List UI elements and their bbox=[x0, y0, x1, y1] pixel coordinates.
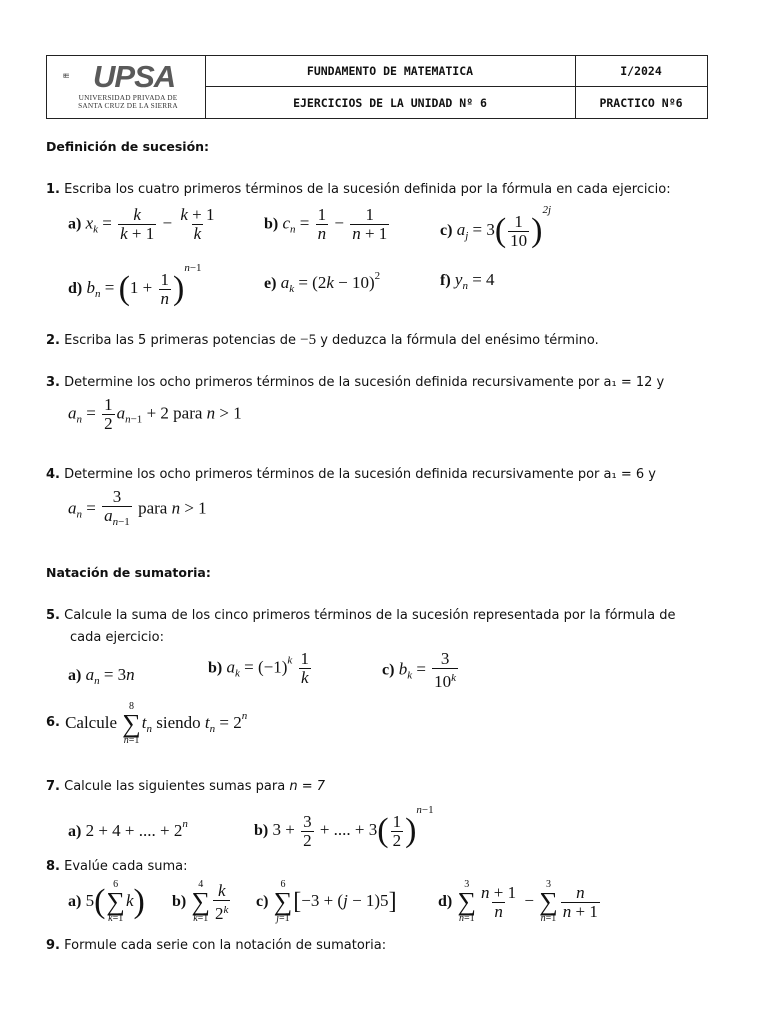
exercise-2 bbox=[46, 332, 599, 349]
exercise-6-siendo: siendo bbox=[156, 712, 201, 732]
exercise-8-number: 8. bbox=[46, 859, 60, 874]
formula-1e: e) $a_k = (2k - 10)^2$ bbox=[264, 270, 381, 295]
formula-8a: a) 5( 6 ∑ k=1 k) bbox=[68, 879, 145, 924]
formula-1f: f) $y_n = 4$ bbox=[440, 270, 495, 292]
exercise-4-text: Determine los ocho primeros términos de la sucesión definida recursivamente por a₁ = 6 y bbox=[64, 467, 656, 482]
exercise-9-number: 9. bbox=[46, 938, 60, 953]
logo-subtitle bbox=[63, 94, 193, 110]
exercise-9-text: Formule cada serie con la notación de sumatoria: bbox=[64, 938, 387, 953]
exercise-5-text-1: Calcule la suma de los cinco primeros términos de la sucesión representada por la fórmula de bbox=[64, 608, 676, 623]
exercise-3-text: Determine los ocho primeros términos de la sucesión definida recursivamente por a₁ = 12 y bbox=[64, 375, 665, 390]
exercise-1-number: 1. bbox=[46, 182, 60, 197]
formula-1a: a) $x_k$ = $\frac{k}{k + 1}$ − $\frac{k + 1}{k}$ bbox=[68, 205, 215, 243]
logo-sub-line2: SANTA CRUZ DE LA SIERRA bbox=[78, 101, 178, 110]
label-b: b) bbox=[264, 215, 279, 233]
label-5a: a) bbox=[68, 667, 82, 684]
upsa-emblem-icon bbox=[63, 62, 93, 90]
exercise-7-text-a: Calcule las siguientes sumas para bbox=[64, 779, 286, 794]
formula-7a: a) 2 + 4 + .... + $2^n$ bbox=[68, 818, 188, 840]
exercise-4 bbox=[46, 467, 656, 482]
exercise-1 bbox=[46, 182, 671, 197]
exercise-5 bbox=[46, 608, 676, 623]
label-7b: b) bbox=[254, 822, 269, 839]
exercise-7 bbox=[46, 779, 325, 794]
logo-cell bbox=[47, 56, 206, 118]
formula-1c: c) $a_j = 3$( $\frac{1}{10}$ )$^{2j}$ bbox=[440, 204, 552, 250]
formula-7b: b) 3 + $\frac{3}{2}$ + .... + 3( $\frac{1}{2}$ )$^{n-1}$ bbox=[254, 804, 434, 850]
unit-title: EJERCICIOS DE LA UNIDAD Nº 6 bbox=[293, 95, 487, 110]
label-f: f) bbox=[440, 272, 451, 289]
exercise-1-text: Escriba los cuatro primeros términos de la sucesión definida por la fórmula en cada ejercicio: bbox=[64, 182, 671, 197]
label-7a: a) bbox=[68, 823, 82, 840]
formula-4: $a_n$ = $\frac{3}{a_{n-1}}$ para n > 1 bbox=[68, 488, 207, 531]
exercise-7-text-b: n = 7 bbox=[289, 779, 326, 794]
label-e: e) bbox=[264, 275, 277, 292]
logo-sub-line1: UNIVERSIDAD PRIVADA DE bbox=[78, 93, 178, 102]
period: I/2024 bbox=[575, 56, 707, 87]
exercise-3 bbox=[46, 375, 664, 390]
exercise-7-number: 7. bbox=[46, 779, 60, 794]
formula-1b: b) $c_n$ = $\frac{1}{n}$ − $\frac{1}{n + 1}$ bbox=[264, 205, 388, 243]
section-heading-summation: Natación de sumatoria: bbox=[46, 565, 211, 580]
label-5c: c) bbox=[382, 661, 395, 679]
exercise-9 bbox=[46, 938, 386, 953]
exercise-3-number: 3. bbox=[46, 375, 60, 390]
logo-wordmark: UPSA bbox=[93, 59, 176, 94]
label-8a: a) bbox=[68, 892, 82, 910]
exercise-8-text: Evalúe cada suma: bbox=[64, 859, 188, 874]
course-title: FUNDAMENTO DE MATEMATICA bbox=[205, 56, 575, 87]
header-right bbox=[575, 56, 707, 118]
label-8b: b) bbox=[172, 892, 187, 910]
exercise-5-cont: cada ejercicio: bbox=[70, 630, 164, 645]
exercise-2-text-b: y deduzca la fórmula del enésimo término. bbox=[320, 333, 599, 348]
exercise-2-number: 2. bbox=[46, 333, 60, 348]
exercise-2-text-a: Escriba las 5 primeras potencias de bbox=[64, 333, 296, 348]
label-5b: b) bbox=[208, 659, 223, 677]
exercise-6-number: 6. bbox=[46, 714, 60, 730]
word-para-3: para bbox=[173, 403, 203, 423]
exercise-6: 6. Calcule 8 ∑ n=1 $t_n$ siendo $t_n = 2^n$ bbox=[46, 701, 248, 746]
exercise-4-number: 4. bbox=[46, 467, 60, 482]
header-middle bbox=[205, 56, 576, 118]
practice-number: PRACTICO Nº6 bbox=[599, 95, 683, 110]
formula-1d: d) $b_n = (1$ + $\frac{1}{n}$ )$^{n-1}$ bbox=[68, 262, 202, 308]
exercise-5-number: 5. bbox=[46, 608, 60, 623]
exercise-8 bbox=[46, 859, 187, 874]
formula-8b: b) 4 ∑ k=1 $\frac{k}{2^k}$ bbox=[172, 879, 229, 924]
formula-5c: c) $b_k$ = $\frac{3}{10^k}$ bbox=[382, 649, 457, 691]
label-c: c) bbox=[440, 222, 453, 239]
header-table bbox=[46, 55, 708, 119]
formula-5a: a) $a_n = 3n$ bbox=[68, 665, 135, 687]
formula-8d: d) 3 ∑ n=1 $\frac{n + 1}{n}$ − 3 ∑ n=1 $\frac{n}{n + 1}$ bbox=[438, 879, 598, 924]
word-para-4: para bbox=[138, 498, 168, 518]
formula-8c: c) 6 ∑ j=1 [−3 + (j − 1)5] bbox=[256, 879, 397, 924]
label-8c: c) bbox=[256, 892, 269, 910]
formula-3: $a_n$ = $\frac{1}{2}$ $a_{n-1} + 2$ para n > 1 bbox=[68, 395, 242, 433]
exercise-6-calcule: Calcule bbox=[65, 712, 117, 732]
label-d: d) bbox=[68, 280, 83, 297]
exercise-2-math: −5 bbox=[300, 332, 317, 348]
label-a: a) bbox=[68, 215, 82, 233]
section-heading-sequences: Definición de sucesión: bbox=[46, 139, 210, 154]
label-8d: d) bbox=[438, 892, 453, 910]
formula-5b: b) $a_k = (-1)^k$ $\frac{1}{k}$ bbox=[208, 649, 310, 687]
